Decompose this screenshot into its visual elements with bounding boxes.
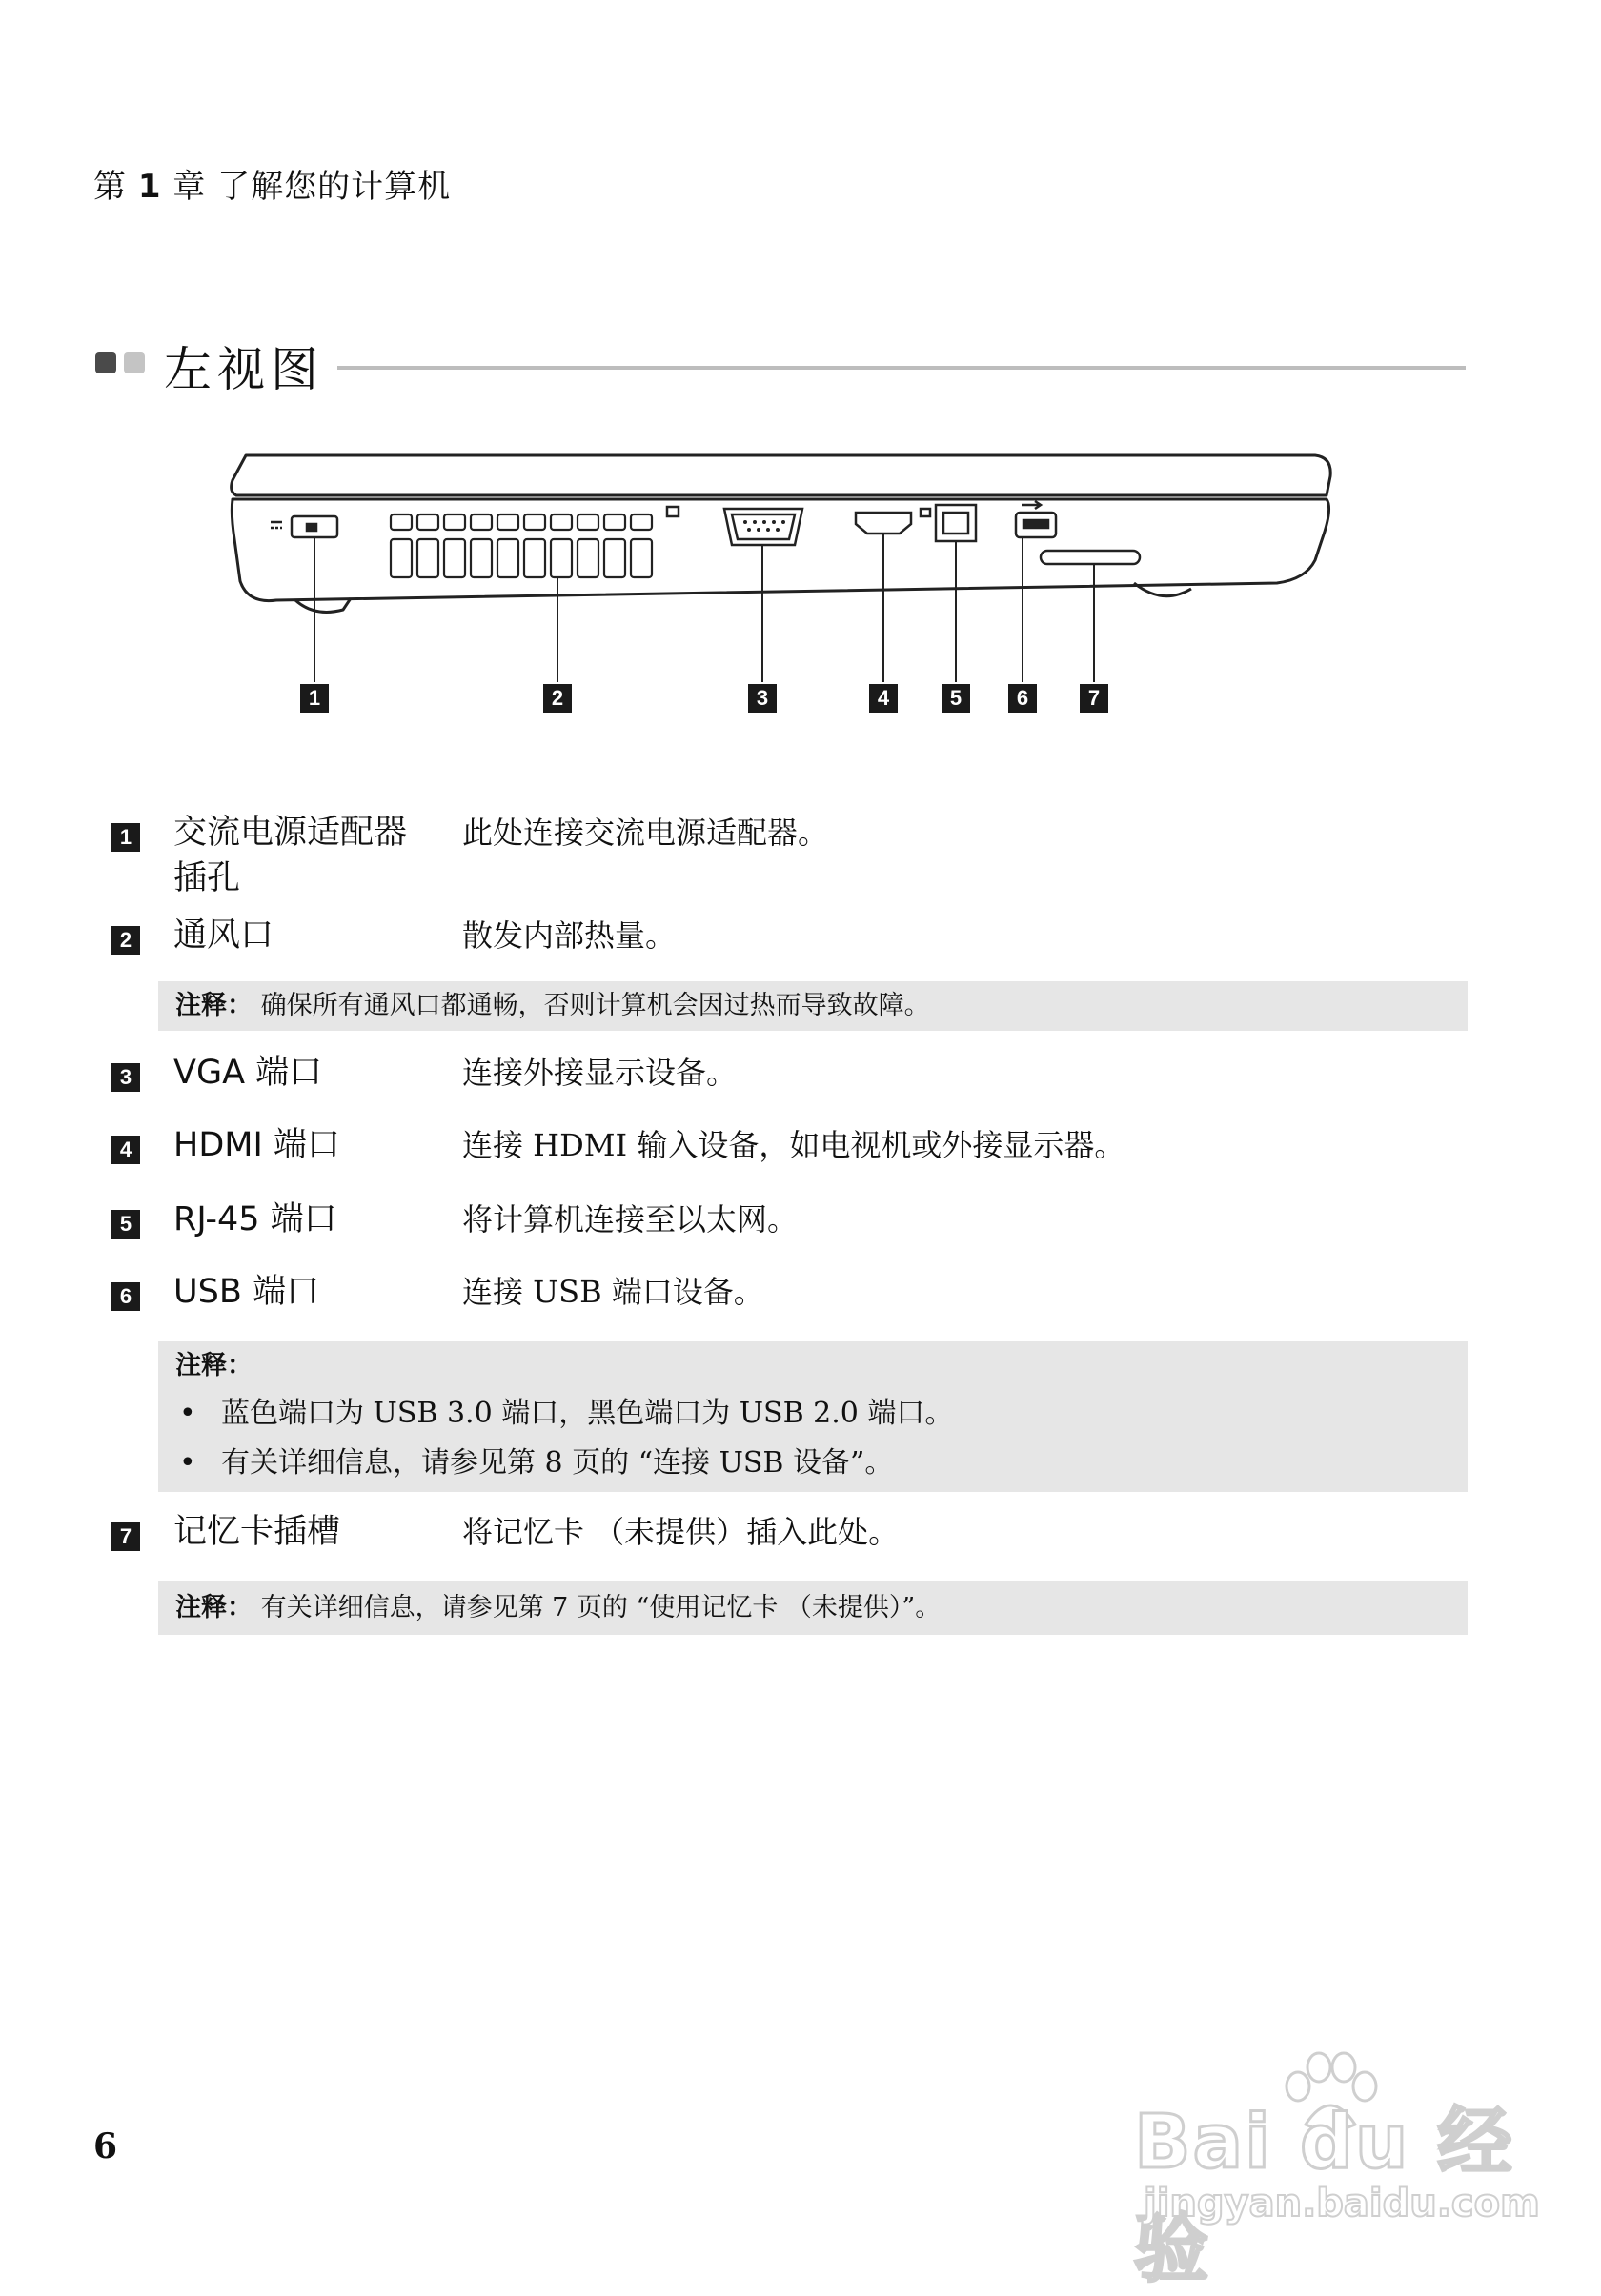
heading-marker-light — [124, 352, 145, 373]
heading-rule — [337, 366, 1466, 370]
callout-5: 5 — [942, 684, 970, 713]
item-term: VGA 端口 — [173, 1054, 323, 1092]
laptop-left-side-diagram — [219, 448, 1344, 734]
note-label: 注释： — [175, 991, 253, 1020]
item-number: 7 — [111, 1522, 140, 1551]
section-heading — [93, 332, 1466, 408]
note-bullet: • 有关详细信息，请参见第 8 页的 “连接 USB 设备”。 — [175, 1439, 1450, 1488]
item-term: 记忆卡插槽 — [173, 1513, 341, 1551]
note-usb — [158, 1341, 1468, 1492]
item-description: 此处连接交流电源适配器。 — [462, 815, 829, 851]
callout-1: 1 — [300, 684, 329, 713]
note-label: 注释： — [175, 1351, 253, 1380]
memory-card-slot-icon — [1041, 551, 1140, 564]
item-term: USB 端口 — [173, 1273, 319, 1311]
laptop-lid — [232, 455, 1331, 495]
item-term: 通风口 — [173, 916, 274, 955]
item-description: 连接 HDMI 输入设备，如电视机或外接显示器。 — [462, 1127, 1125, 1163]
section-title: 左视图 — [164, 342, 324, 397]
callout-4: 4 — [869, 684, 898, 713]
item-number: 5 — [111, 1210, 140, 1239]
item-number: 1 — [111, 823, 140, 852]
note-bullet: • 蓝色端口为 USB 3.0 端口，黑色端口为 USB 2.0 端口。 — [175, 1389, 1450, 1439]
item-number: 2 — [111, 926, 140, 955]
note-text: 确保所有通风口都通畅，否则计算机会因过热而导致故障。 — [260, 991, 930, 1020]
chapter-title: 章 了解您的计算机 — [172, 168, 452, 206]
item-description: 散发内部热量。 — [462, 917, 677, 954]
chapter-prefix: 第 — [93, 168, 127, 206]
item-number: 3 — [111, 1063, 140, 1092]
item-description: 将记忆卡 （未提供）插入此处。 — [462, 1514, 900, 1550]
page-number: 6 — [93, 2126, 118, 2166]
item-number: 4 — [111, 1136, 140, 1164]
note-label: 注释： — [175, 1593, 253, 1622]
callout-7: 7 — [1080, 684, 1108, 713]
item-number: 6 — [111, 1282, 140, 1311]
chapter-header — [93, 160, 451, 207]
item-description: 连接 USB 端口设备。 — [462, 1274, 764, 1310]
item-description: 将计算机连接至以太网。 — [462, 1201, 799, 1238]
heading-marker-dark — [95, 352, 116, 373]
item-term: RJ-45 端口 — [173, 1200, 337, 1239]
note-text: 有关详细信息，请参见第 7 页的 “使用记忆卡 （未提供）”。 — [260, 1593, 942, 1622]
chapter-number: 1 — [137, 168, 162, 206]
item-term: 交流电源适配器插孔 — [173, 814, 408, 897]
hdmi-port-icon — [856, 513, 911, 534]
callout-2: 2 — [543, 684, 572, 713]
item-description: 连接外接显示设备。 — [462, 1055, 738, 1091]
callout-6: 6 — [1008, 684, 1037, 713]
callout-3: 3 — [748, 684, 777, 713]
watermark-url: jingyan.baidu.com — [1144, 2182, 1540, 2226]
note-card — [158, 1581, 1468, 1635]
note-vent — [158, 981, 1468, 1031]
watermark-brand: Bai du 经验 — [1134, 2100, 1514, 2292]
note-bullet-list — [175, 1389, 1450, 1488]
item-term: HDMI 端口 — [173, 1126, 340, 1164]
baidu-jingyan-watermark — [1134, 2048, 1540, 2292]
